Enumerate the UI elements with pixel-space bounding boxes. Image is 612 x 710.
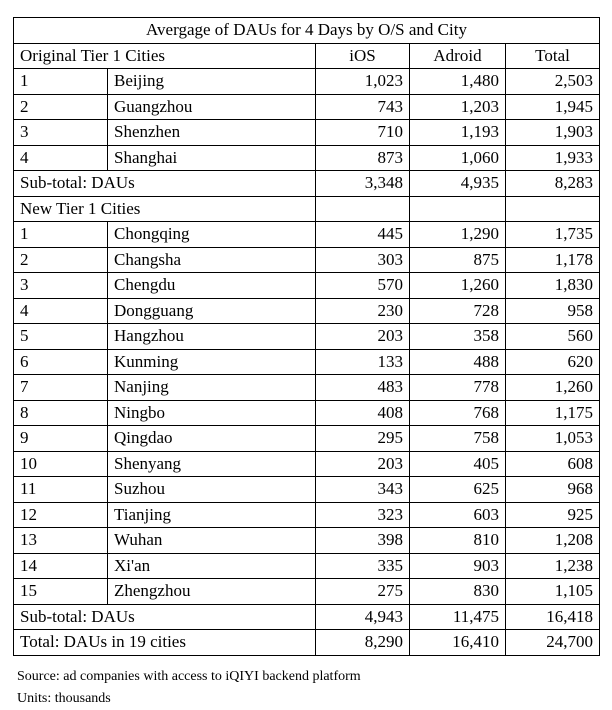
subtotal1-android: 4,935 bbox=[410, 171, 506, 197]
new-tier1-city-row bbox=[14, 298, 600, 324]
ios-value: 335 bbox=[316, 553, 410, 579]
city-rank: 4 bbox=[14, 145, 108, 171]
ios-value: 570 bbox=[316, 273, 410, 299]
section2-header: New Tier 1 Cities bbox=[14, 196, 316, 222]
section2-empty-ios bbox=[316, 196, 410, 222]
android-value: 768 bbox=[410, 400, 506, 426]
section1-header-row bbox=[14, 43, 600, 69]
city-rank: 13 bbox=[14, 528, 108, 554]
new-tier1-city-row bbox=[14, 528, 600, 554]
subtotal1-total: 8,283 bbox=[506, 171, 600, 197]
total-value: 1,105 bbox=[506, 579, 600, 605]
ios-value: 275 bbox=[316, 579, 410, 605]
city-name: Qingdao bbox=[108, 426, 316, 452]
tier1-city-row bbox=[14, 94, 600, 120]
table-notes bbox=[13, 666, 599, 710]
grand-total-android: 16,410 bbox=[410, 630, 506, 656]
grand-total-label: Total: DAUs in 19 cities bbox=[14, 630, 316, 656]
android-value: 830 bbox=[410, 579, 506, 605]
city-rank: 4 bbox=[14, 298, 108, 324]
total-value: 1,830 bbox=[506, 273, 600, 299]
city-rank: 9 bbox=[14, 426, 108, 452]
city-rank: 12 bbox=[14, 502, 108, 528]
tier1-city-row bbox=[14, 145, 600, 171]
ios-value: 230 bbox=[316, 298, 410, 324]
city-name: Nanjing bbox=[108, 375, 316, 401]
dau-report bbox=[13, 17, 599, 710]
table-title-row bbox=[14, 18, 600, 44]
city-name: Guangzhou bbox=[108, 94, 316, 120]
android-value: 1,193 bbox=[410, 120, 506, 146]
android-value: 875 bbox=[410, 247, 506, 273]
total-value: 1,903 bbox=[506, 120, 600, 146]
city-name: Chongqing bbox=[108, 222, 316, 248]
new-tier1-city-row bbox=[14, 324, 600, 350]
subtotal2-android: 11,475 bbox=[410, 604, 506, 630]
col-ios-header: iOS bbox=[316, 43, 410, 69]
android-value: 1,260 bbox=[410, 273, 506, 299]
units-note: Units: thousands bbox=[17, 690, 111, 706]
ios-value: 483 bbox=[316, 375, 410, 401]
new-tier1-city-row bbox=[14, 477, 600, 503]
ios-value: 398 bbox=[316, 528, 410, 554]
subtotal1-ios: 3,348 bbox=[316, 171, 410, 197]
total-value: 608 bbox=[506, 451, 600, 477]
subtotal2-label: Sub-total: DAUs bbox=[14, 604, 316, 630]
city-name: Hangzhou bbox=[108, 324, 316, 350]
col-total-header: Total bbox=[506, 43, 600, 69]
city-name: Beijing bbox=[108, 69, 316, 95]
total-value: 1,238 bbox=[506, 553, 600, 579]
subtotal1-row bbox=[14, 171, 600, 197]
subtotal1-label: Sub-total: DAUs bbox=[14, 171, 316, 197]
city-name: Suzhou bbox=[108, 477, 316, 503]
city-name: Xi'an bbox=[108, 553, 316, 579]
city-rank: 3 bbox=[14, 120, 108, 146]
total-value: 1,735 bbox=[506, 222, 600, 248]
new-tier1-city-row bbox=[14, 349, 600, 375]
section2-header-row bbox=[14, 196, 600, 222]
city-name: Shenzhen bbox=[108, 120, 316, 146]
ios-value: 710 bbox=[316, 120, 410, 146]
ios-value: 1,023 bbox=[316, 69, 410, 95]
android-value: 1,290 bbox=[410, 222, 506, 248]
new-tier1-city-row bbox=[14, 375, 600, 401]
ios-value: 408 bbox=[316, 400, 410, 426]
city-rank: 11 bbox=[14, 477, 108, 503]
android-value: 488 bbox=[410, 349, 506, 375]
total-value: 1,945 bbox=[506, 94, 600, 120]
android-value: 728 bbox=[410, 298, 506, 324]
city-name: Changsha bbox=[108, 247, 316, 273]
total-value: 2,503 bbox=[506, 69, 600, 95]
android-value: 758 bbox=[410, 426, 506, 452]
total-value: 560 bbox=[506, 324, 600, 350]
android-value: 778 bbox=[410, 375, 506, 401]
subtotal2-row bbox=[14, 604, 600, 630]
total-value: 620 bbox=[506, 349, 600, 375]
dau-table-body bbox=[14, 18, 600, 656]
city-name: Shenyang bbox=[108, 451, 316, 477]
city-rank: 1 bbox=[14, 69, 108, 95]
android-value: 625 bbox=[410, 477, 506, 503]
city-rank: 8 bbox=[14, 400, 108, 426]
city-name: Kunming bbox=[108, 349, 316, 375]
new-tier1-city-row bbox=[14, 222, 600, 248]
new-tier1-city-row bbox=[14, 426, 600, 452]
section1-header: Original Tier 1 Cities bbox=[14, 43, 316, 69]
new-tier1-city-row bbox=[14, 502, 600, 528]
android-value: 603 bbox=[410, 502, 506, 528]
android-value: 810 bbox=[410, 528, 506, 554]
city-rank: 5 bbox=[14, 324, 108, 350]
android-value: 358 bbox=[410, 324, 506, 350]
city-rank: 7 bbox=[14, 375, 108, 401]
city-rank: 10 bbox=[14, 451, 108, 477]
new-tier1-city-row bbox=[14, 553, 600, 579]
android-value: 903 bbox=[410, 553, 506, 579]
ios-value: 445 bbox=[316, 222, 410, 248]
total-value: 1,175 bbox=[506, 400, 600, 426]
android-value: 1,203 bbox=[410, 94, 506, 120]
city-name: Wuhan bbox=[108, 528, 316, 554]
new-tier1-city-row bbox=[14, 400, 600, 426]
total-value: 958 bbox=[506, 298, 600, 324]
total-value: 1,053 bbox=[506, 426, 600, 452]
ios-value: 203 bbox=[316, 324, 410, 350]
android-value: 405 bbox=[410, 451, 506, 477]
section2-empty-android bbox=[410, 196, 506, 222]
total-value: 1,208 bbox=[506, 528, 600, 554]
android-value: 1,060 bbox=[410, 145, 506, 171]
city-name: Dongguang bbox=[108, 298, 316, 324]
ios-value: 743 bbox=[316, 94, 410, 120]
new-tier1-city-row bbox=[14, 579, 600, 605]
table-title: Avergage of DAUs for 4 Days by O/S and City bbox=[14, 18, 600, 44]
ios-value: 295 bbox=[316, 426, 410, 452]
city-rank: 15 bbox=[14, 579, 108, 605]
city-name: Ningbo bbox=[108, 400, 316, 426]
ios-value: 873 bbox=[316, 145, 410, 171]
total-value: 925 bbox=[506, 502, 600, 528]
dau-table bbox=[13, 17, 600, 656]
city-rank: 3 bbox=[14, 273, 108, 299]
tier1-city-row bbox=[14, 69, 600, 95]
city-name: Chengdu bbox=[108, 273, 316, 299]
total-value: 968 bbox=[506, 477, 600, 503]
ios-value: 303 bbox=[316, 247, 410, 273]
subtotal2-total: 16,418 bbox=[506, 604, 600, 630]
subtotal2-ios: 4,943 bbox=[316, 604, 410, 630]
city-rank: 1 bbox=[14, 222, 108, 248]
city-name: Tianjing bbox=[108, 502, 316, 528]
total-value: 1,933 bbox=[506, 145, 600, 171]
new-tier1-city-row bbox=[14, 247, 600, 273]
ios-value: 203 bbox=[316, 451, 410, 477]
tier1-city-row bbox=[14, 120, 600, 146]
city-name: Zhengzhou bbox=[108, 579, 316, 605]
ios-value: 133 bbox=[316, 349, 410, 375]
section2-empty-total bbox=[506, 196, 600, 222]
new-tier1-city-row bbox=[14, 451, 600, 477]
total-value: 1,260 bbox=[506, 375, 600, 401]
android-value: 1,480 bbox=[410, 69, 506, 95]
col-android-header: Adroid bbox=[410, 43, 506, 69]
grand-total-total: 24,700 bbox=[506, 630, 600, 656]
ios-value: 343 bbox=[316, 477, 410, 503]
new-tier1-city-row bbox=[14, 273, 600, 299]
source-note: Source: ad companies with access to iQIYI backend platform bbox=[17, 668, 361, 684]
ios-value: 323 bbox=[316, 502, 410, 528]
city-name: Shanghai bbox=[108, 145, 316, 171]
grand-total-ios: 8,290 bbox=[316, 630, 410, 656]
grand-total-row bbox=[14, 630, 600, 656]
city-rank: 14 bbox=[14, 553, 108, 579]
total-value: 1,178 bbox=[506, 247, 600, 273]
city-rank: 6 bbox=[14, 349, 108, 375]
city-rank: 2 bbox=[14, 247, 108, 273]
city-rank: 2 bbox=[14, 94, 108, 120]
